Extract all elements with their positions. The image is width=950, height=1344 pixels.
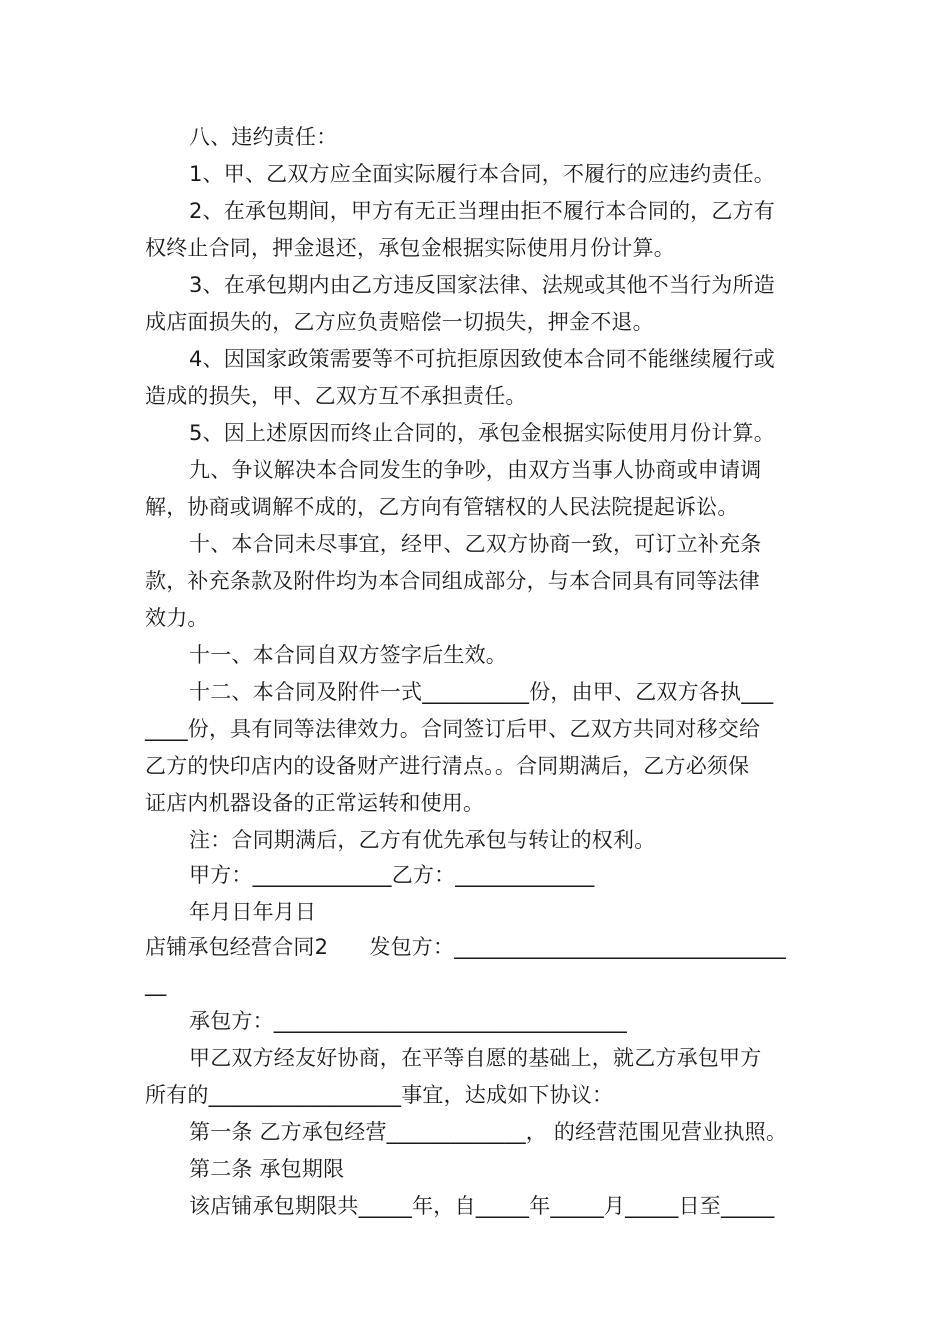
date-line: 年月日年月日	[189, 900, 317, 924]
paragraph-line: 甲乙双方经友好协商，在平等自愿的基础上，就乙方承包甲方	[189, 1046, 762, 1070]
section-heading-breach: 八、违约责任：	[189, 125, 338, 149]
paragraph-line: 证店内机器设备的正常运转和使用。	[145, 791, 485, 815]
paragraph-line: 5、因上述原因而终止合同的，承包金根据实际使用月份计算。	[189, 421, 775, 445]
paragraph-line: 3、在承包期内由乙方违反国家法律、法规或其他不当行为所造	[189, 273, 775, 297]
paragraph-line: 款，补充条款及附件均为本合同组成部分，与本合同具有同等法律	[145, 569, 760, 593]
paragraph-line: 所有的__________________事宜，达成如下协议：	[145, 1083, 614, 1107]
paragraph-line: 1、甲、乙双方应全面实际履行本合同，不履行的应违约责任。	[189, 162, 775, 186]
paragraph-line: 乙方的快印店内的设备财产进行清点。。合同期满后，乙方必须保	[145, 754, 750, 778]
paragraph-line: 2、在承包期间，甲方有无正当理由拒不履行本合同的，乙方有	[189, 199, 775, 223]
section-heading-copies: 十二、本合同及附件一式__________份，由甲、乙双方各执___	[189, 680, 774, 704]
contractor-line: 承包方：_________________________________	[189, 1009, 627, 1033]
paragraph-line: 效力。	[145, 606, 209, 630]
paragraph-line: 成店面损失的，乙方应负责赔偿一切损失，押金不退。	[145, 310, 654, 334]
article-two-heading: 第二条 承包期限	[189, 1157, 345, 1181]
section-heading-effective: 十一、本合同自双方签字后生效。	[189, 643, 507, 667]
note-line: 注：合同期满后，乙方有优先承包与转让的权利。	[189, 828, 656, 852]
paragraph-line: 解，协商或调解不成的，乙方向有管辖权的人民法院提起诉讼。	[145, 495, 739, 519]
paragraph-line: 4、因国家政策需要等不可抗拒原因致使本合同不能继续履行或	[189, 347, 775, 371]
signature-line: 甲方：_____________乙方：_____________	[189, 863, 595, 887]
section-heading-dispute: 九、争议解决本合同发生的争吵，由双方当事人协商或申请调	[189, 458, 762, 482]
article-one-line: 第一条 乙方承包经营_____________， 的经营范围见营业执照。	[189, 1120, 788, 1144]
section-heading-misc: 十、本合同未尽事宜，经甲、乙双方协商一致，可订立补充条	[189, 532, 762, 556]
paragraph-line: 造成的损失，甲、乙双方互不承担责任。	[145, 384, 527, 408]
paragraph-line: 该店铺承包期限共_____年，自_____年_____月_____日至_____	[189, 1194, 775, 1218]
paragraph-line: 权终止合同，押金退还，承包金根据实际使用月份计算。	[145, 236, 675, 260]
paragraph-line: __	[145, 972, 167, 996]
paragraph-line: ____份，具有同等法律效力。合同签订后甲、乙双方共同对移交给	[145, 717, 761, 741]
contract-title-line: 店铺承包经营合同2 发包方：_______________________________	[145, 935, 786, 959]
